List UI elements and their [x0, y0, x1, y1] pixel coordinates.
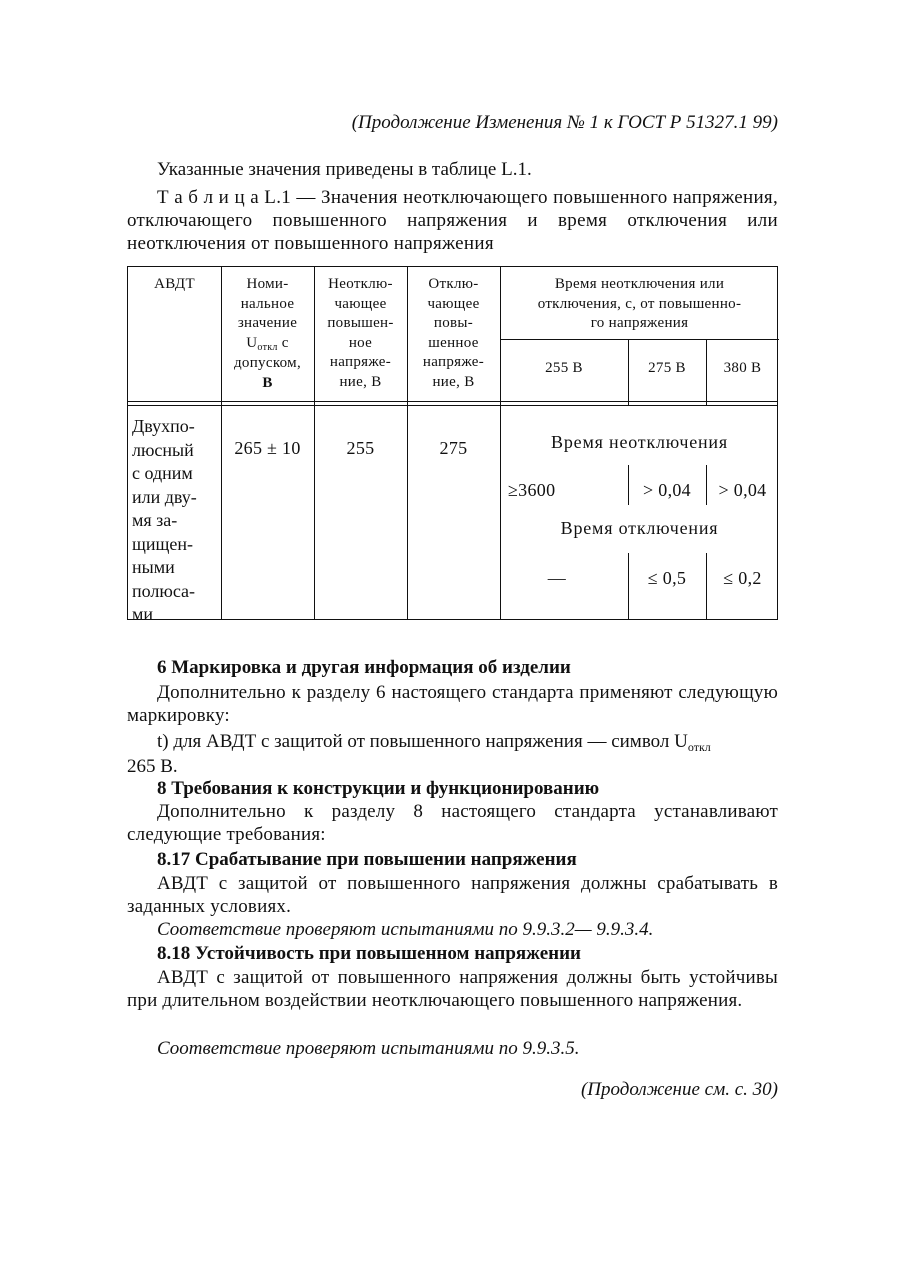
nontrip-time-255: ≥3600: [508, 480, 556, 500]
table-caption: [127, 186, 778, 255]
clause-817-para: АВДТ с защитой от повышенного напряжения должны срабатывать в заданных условиях.: [127, 873, 778, 917]
trip-time-label: Время отключения: [560, 518, 719, 538]
clause-817-heading: 8.17 Срабатывание при повышении напряжения: [157, 849, 577, 870]
avdt-line: щищен-: [132, 533, 193, 554]
avdt-line: ми: [132, 604, 154, 624]
header-avdt: АВДТ: [154, 276, 195, 292]
header-time: Время неотключения или отключения, с, от повышенно- го напряжения: [537, 276, 742, 331]
avdt-line: полюса-: [132, 580, 196, 601]
nontrip-time-label: Время неотключения: [551, 432, 728, 452]
row-avdt: [132, 415, 220, 627]
running-title: (Продолжение Изменения № 1 к ГОСТ Р 51327.1 99): [351, 112, 778, 133]
section8-heading: 8 Требования к конструкции и функционированию: [157, 778, 600, 799]
avdt-line: люсный: [132, 439, 194, 460]
avdt-line: с одним: [132, 463, 193, 483]
clause-818-heading: 8.18 Устойчивость при повышенном напряжении: [157, 943, 581, 964]
clause-818-para: АВДТ с защитой от повышенного напряжения должны быть устойчивы при длительном воздействии неотключающего повышенного напряжения.: [127, 967, 778, 1011]
header-380: 380 В: [723, 360, 762, 376]
header-nontrip-voltage: Неотклю- чающее повышен- ное напряже- ние, В: [327, 276, 394, 390]
trip-time-255: —: [547, 568, 566, 588]
section6-heading: 6 Маркировка и другая информация об изделии: [157, 657, 571, 678]
avdt-line: или дву-: [132, 486, 197, 507]
nontrip-time-380: > 0,04: [718, 480, 767, 500]
table-caption-label: Т а б л и ц а L.1: [157, 187, 292, 208]
table-caption-text: — Значения неотключающего повышенного напряжения, отключающего повышенного напряжения и время отключения или неотключения от повышенного напряжения: [127, 187, 779, 254]
clause-817-compliance: Соответствие проверяют испытаниями по 9.9.3.2— 9.9.3.4.: [157, 919, 654, 940]
row-nominal: 265 ± 10: [234, 438, 301, 458]
row-nontrip-voltage: 255: [346, 438, 375, 458]
row-trip-voltage: 275: [439, 438, 468, 458]
header-trip-voltage: Отклю- чающее повы- шенное напряже- ние, В: [422, 276, 485, 390]
section6-item-t: t) для АВДТ с защитой от повышенного напряжения — символ $U_{откл}$ 265 В.: [127, 731, 711, 777]
header-255: 255 В: [545, 360, 583, 376]
avdt-line: ными: [132, 557, 175, 577]
header-nominal: Номи- нальное значение $U_{откл}$ с допуском, В: [234, 276, 301, 391]
clause-818-compliance: Соответствие проверяют испытаниями по 9.9.3.5.: [157, 1038, 580, 1059]
section8-para: Дополнительно к разделу 8 настоящего стандарта устанавливают следующие требования:: [127, 801, 778, 845]
continued-note: (Продолжение см. с. 30): [580, 1079, 778, 1100]
nontrip-time-275: > 0,04: [643, 480, 691, 500]
avdt-line: мя за-: [132, 510, 178, 530]
avdt-line: Двухпо-: [132, 416, 195, 436]
section6-para: Дополнительно к разделу 6 настоящего стандарта применяют следующую маркировку:: [127, 682, 778, 726]
header-275: 275 В: [648, 360, 686, 376]
trip-time-380: ≤ 0,2: [723, 568, 762, 588]
intro-line: Указанные значения приведены в таблице L.1.: [157, 159, 532, 180]
table-l1: [127, 266, 778, 624]
trip-time-275: ≤ 0,5: [647, 568, 687, 588]
